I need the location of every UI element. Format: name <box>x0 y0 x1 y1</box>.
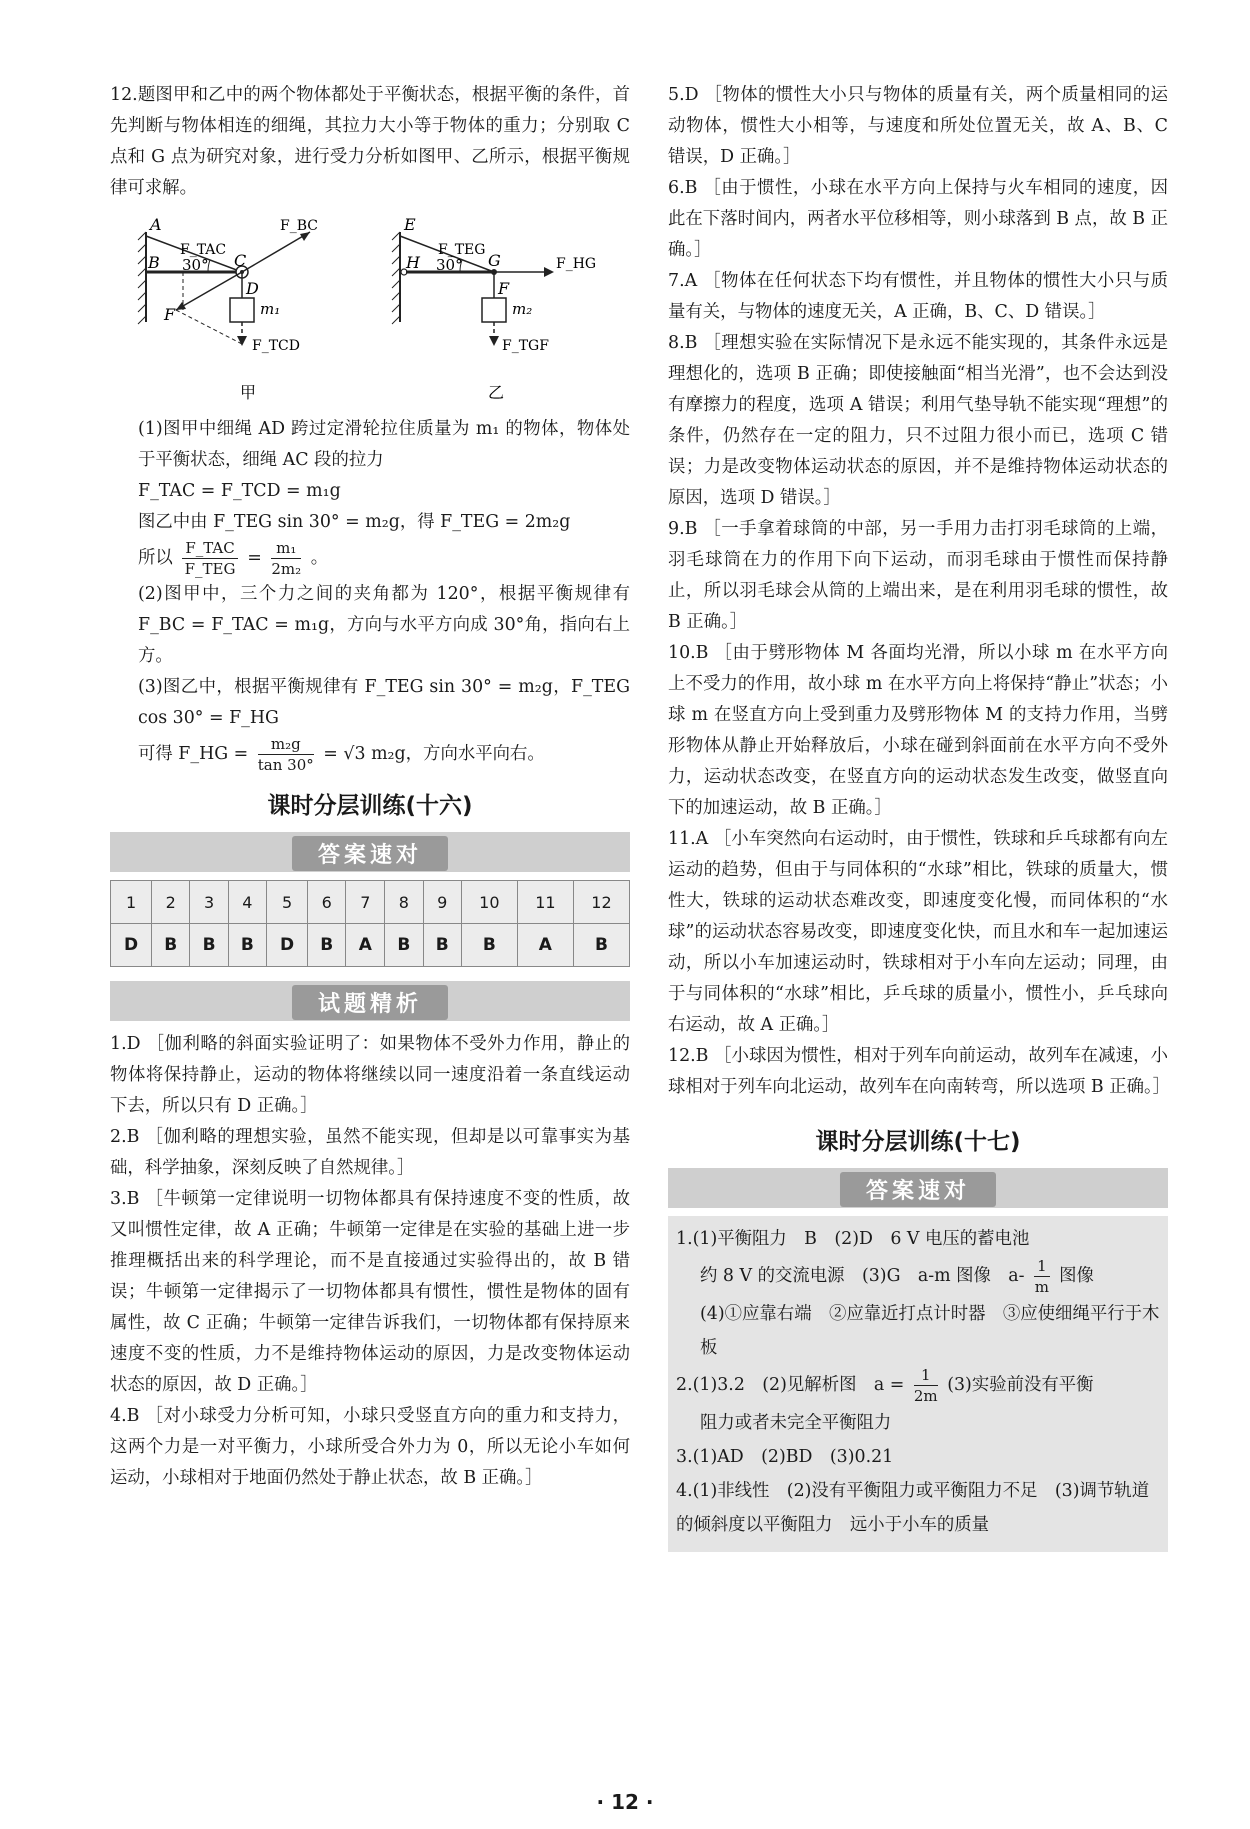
eq4-prefix: 可得 F_HG = <box>138 744 249 764</box>
equation-1: F_TAC = F_TCD = m₁g <box>138 481 341 501</box>
label-FTEG: F_TEG <box>438 242 486 258</box>
eq3-denominator: F_TEG <box>184 560 236 578</box>
answer-5: 5.D ［物体的惯性大小只与物体的质量有关，两个质量相同的运动物体，惯性大小相等，与速度和所处位置无关，故 A、B、C 错误，D 正确。］ <box>668 85 1168 167</box>
eq3-suffix: 。 <box>310 548 329 568</box>
answer-12: 12.B ［小球因为惯性，相对于列车向前运动，故列车在减速，小球相对于列车向北运动，故列车在向南转弯，所以选项 B 正确。］ <box>668 1046 1171 1097</box>
answers-17-box <box>668 1216 1168 1552</box>
s17-q1-line3: (4)①应靠右端 ②应靠近打点计时器 ③应使细绳平行于木板 <box>700 1304 1160 1358</box>
equation-2: 图乙中由 F_TEG sin 30° = m₂g，得 F_TEG = 2m₂g <box>138 512 571 532</box>
label-m1: m₁ <box>260 300 281 318</box>
answer-val: B <box>423 924 461 967</box>
q12-part1: (1)图甲中细绳 AD 跨过定滑轮拉住质量为 m₁ 的物体，物体处于平衡状态，细绳 AC 段的拉力 <box>138 419 630 470</box>
answer-val: B <box>190 924 228 967</box>
eq3-fraction-2 <box>271 538 301 579</box>
eq3-prefix: 所以 <box>138 548 173 568</box>
eq4-suffix: = √3 m₂g，方向水平向右。 <box>323 744 545 764</box>
answers-banner-label: 答案速对 <box>292 836 448 871</box>
label-F-yi: F <box>498 279 510 298</box>
s17-q1-line2 <box>676 1256 1160 1297</box>
figure-jia <box>138 215 318 402</box>
answer-8: 8.B ［理想实验在实际情况下是永远不能实现的，其条件永远是理想化的，选项 B 正确；即使接触面“相当光滑”，也不会达到没有摩擦力的程度，选项 A 错误；利用气垫导轨不能实现“理想”的条件，仍然存在一定的阻力，只不过阻力很小而已，选项 C 错误；力是改变物体运动状态的原因，并不是维持物体运动状态的原因，选项 D 错误。］ <box>668 333 1168 508</box>
eq4-numerator: m₂g <box>258 734 314 755</box>
answer-num: 7 <box>346 881 385 924</box>
answer-val: B <box>152 924 190 967</box>
eq3-fraction-1 <box>182 538 237 579</box>
answer-val: A <box>517 924 573 967</box>
answers-banner-17 <box>668 1168 1168 1208</box>
label-m2: m₂ <box>512 300 533 318</box>
label-D: D <box>246 279 259 298</box>
s17-q1-fraction <box>1034 1256 1050 1297</box>
s17-q2-line2: 阻力或者未完全平衡阻力 <box>700 1413 892 1433</box>
label-FHG: F_HG <box>556 256 597 272</box>
answer-num: 8 <box>385 881 423 924</box>
answer-9: 9.B ［一手拿着球筒的中部，另一手用力击打羽毛球筒的上端，羽毛球筒在力的作用下向下运动，而羽毛球由于惯性而保持静止，所以羽毛球会从筒的上端出来，是在利用羽毛球的惯性，故 B 正确。］ <box>668 519 1168 632</box>
s17-q1-line2-pre: 约 8 V 的交流电源 (3)G a-m 图像 a- <box>700 1266 1025 1286</box>
s17-q2-numerator: 1 <box>914 1365 938 1386</box>
q12-part2: (2)图甲中，三个力之间的夹角都为 120°，根据平衡规律有 F_BC = F_TAC = m₁g，方向与水平方向成 30°角，指向右上方。 <box>138 584 630 666</box>
q12-part3: (3)图乙中，根据平衡规律有 F_TEG sin 30° = m₂g，F_TEG cos 30° = F_HG <box>138 677 630 728</box>
s17-q2-pre: 2.(1)3.2 (2)见解析图 a = <box>676 1375 905 1395</box>
caption-yi: 乙 <box>488 383 505 402</box>
s17-q1-line2-post: 图像 <box>1059 1266 1094 1286</box>
eq4-fraction <box>258 734 314 775</box>
eq3-numerator: F_TAC <box>182 538 237 559</box>
answer-1: 1.D ［伽利略的斜面实验证明了：如果物体不受外力作用，静止的物体将保持静止，运动的物体将继续以同一速度沿着一条直线运动下去，所以只有 D 正确。］ <box>110 1034 630 1116</box>
label-C: C <box>234 251 247 270</box>
force-diagram-svg <box>110 210 630 410</box>
answers-banner-16 <box>110 832 630 872</box>
equation-4 <box>110 734 630 775</box>
answer-2: 2.B ［伽利略的理想实验，虽然不能实现，但却是以可靠事实为基础，科学抽象，深刻反映了自然规律。］ <box>110 1127 630 1178</box>
label-angle-yi: 30° <box>436 256 463 274</box>
label-G: G <box>488 251 501 270</box>
analysis-banner-label: 试题精析 <box>292 985 448 1020</box>
label-A: A <box>150 215 162 234</box>
s17-q2-fraction <box>914 1365 938 1406</box>
answer-value-row <box>111 924 630 967</box>
section-16-title: 课时分层训练(十六) <box>267 793 473 819</box>
answer-3: 3.B ［牛顿第一定律说明一切物体都具有保持速度不变的性质，故又叫惯性定律，故 A 正确；牛顿第一定律是在实验的基础上进一步推理概括出来的科学理论，而不是直接通过实验得出的，故 B 错误；牛顿第一定律揭示了一切物体都具有惯性，惯性是物体的固有属性，故 C 正确；牛顿第一定律告诉我们，一切物体都有保持原来速度不变的性质，力不是维持物体运动的原因，力是改变物体运动状态的原因，故 D 正确。］ <box>110 1189 630 1395</box>
s17-q1-numerator: 1 <box>1034 1256 1050 1277</box>
force-diagrams <box>110 210 630 410</box>
answer-num: 2 <box>152 881 190 924</box>
answer-num: 5 <box>267 881 308 924</box>
eq3-numerator-2: m₁ <box>271 538 301 559</box>
answer-val: B <box>573 924 629 967</box>
s17-q2-line1 <box>676 1365 1160 1406</box>
eq3-denominator-2: 2m₂ <box>271 560 302 578</box>
answer-10: 10.B ［由于劈形物体 M 各面均光滑，所以小球 m 在水平方向上不受力的作用，故小球 m 在水平方向上将保持“静止”状态；小球 m 在竖直方向上受到重力及劈形物体 M 的支持力作用，当劈形物体从静止开始释放后，小球在碰到斜面前在水平方向不受外力，运动状态改变，在竖直方向的运动状态发生改变，做竖直向下的加速运动，故 B 正确。］ <box>668 643 1168 818</box>
label-FBC: F_BC <box>280 218 318 234</box>
section-17-title: 课时分层训练(十七) <box>815 1129 1021 1155</box>
answer-num: 4 <box>228 881 266 924</box>
answer-num: 9 <box>423 881 461 924</box>
answer-val: B <box>228 924 266 967</box>
right-column <box>668 80 1171 1552</box>
answer-val: B <box>461 924 517 967</box>
eq4-denominator: tan 30° <box>257 756 314 774</box>
answer-val: B <box>385 924 423 967</box>
answer-11: 11.A ［小车突然向右运动时，由于惯性，铁球和乒乓球都有向左运动的趋势，但由于与同体积的“水球”相比，铁球的质量大，惯性大，铁球的运动状态难改变，即速度变化慢，而同体积的“水球”的运动状态容易改变，即速度变化快，而且水和车一起加速运动，所以小车加速运动时，铁球相对于小车向左运动；同理，由于与同体积的“水球”相比，乒乓球的质量小，惯性小，乒乓球向右运动，故 A 正确。］ <box>668 829 1168 1035</box>
answer-val: D <box>111 924 152 967</box>
answer-num: 10 <box>461 881 517 924</box>
page-number: · 12 · <box>596 1790 654 1814</box>
answer-val: D <box>267 924 308 967</box>
q12-intro: 12.题图甲和乙中的两个物体都处于平衡状态，根据平衡的条件，首先判断与物体相连的细绳，其拉力大小等于物体的重力；分别取 C 点和 G 点为研究对象，进行受力分析如图甲、乙所示，根据平衡规律可求解。 <box>110 85 630 198</box>
label-F: F <box>164 305 176 324</box>
answer-num: 6 <box>308 881 346 924</box>
answer-val: B <box>308 924 346 967</box>
answer-7: 7.A ［物体在任何状态下均有惯性，并且物体的惯性大小只与质量有关，与物体的速度无关，A 正确，B、C、D 错误。］ <box>668 271 1168 322</box>
equation-3 <box>110 538 630 579</box>
s17-q1-denominator: m <box>1034 1278 1049 1296</box>
answer-number-row <box>111 881 630 924</box>
s17-q3: 3.(1)AD (2)BD (3)0.21 <box>676 1447 894 1467</box>
caption-jia: 甲 <box>240 383 257 402</box>
left-column <box>110 80 630 1494</box>
answer-6: 6.B ［由于惯性，小球在水平方向上保持与火车相同的速度，因此在下落时间内，两者水平位移相等，则小球落到 B 点，故 B 正确。］ <box>668 178 1168 260</box>
s17-q1-line1: 1.(1)平衡阻力 B (2)D 6 V 电压的蓄电池 <box>676 1229 1030 1249</box>
figure-yi <box>392 215 596 402</box>
label-H: H <box>406 253 420 272</box>
answer-num: 11 <box>517 881 573 924</box>
s17-q2-post: (3)实验前没有平衡 <box>947 1375 1094 1395</box>
analysis-banner <box>110 981 630 1021</box>
answer-table <box>110 880 630 967</box>
answers-banner-17-label: 答案速对 <box>840 1172 996 1207</box>
label-E: E <box>404 215 416 234</box>
label-angle-jia: 30° <box>182 256 209 274</box>
label-FTCD: F_TCD <box>252 338 300 354</box>
eq3-equals: = <box>247 548 262 568</box>
label-FTAC: F_TAC <box>180 242 227 258</box>
answer-num: 12 <box>573 881 629 924</box>
label-B: B <box>148 253 160 272</box>
s17-q2-denominator: 2m <box>913 1387 938 1405</box>
label-FTGF: F_TGF <box>502 338 549 354</box>
answer-4: 4.B ［对小球受力分析可知，小球只受竖直方向的重力和支持力，这两个力是一对平衡力，小球所受合外力为 0，所以无论小车如何运动，小球相对于地面仍然处于静止状态，故 B 正确。］ <box>110 1406 630 1488</box>
s17-q4: 4.(1)非线性 (2)没有平衡阻力或平衡阻力不足 (3)调节轨道的倾斜度以平衡阻力 远小于小车的质量 <box>676 1481 1150 1535</box>
answer-num: 1 <box>111 881 152 924</box>
answer-num: 3 <box>190 881 228 924</box>
answer-val: A <box>346 924 385 967</box>
